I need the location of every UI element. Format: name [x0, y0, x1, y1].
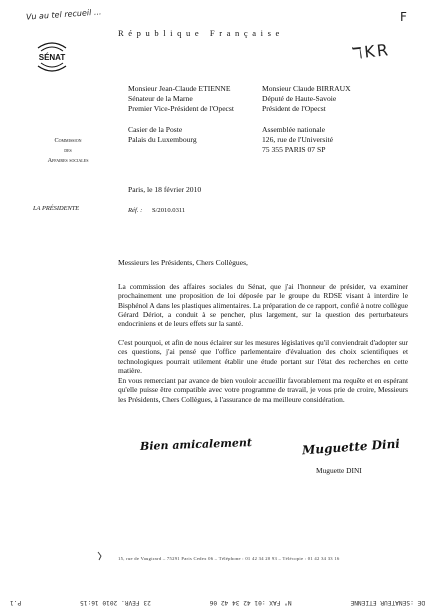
- republique-heading: République Française: [118, 28, 284, 38]
- recipient-left-title2: Premier Vice-Président de l'Opecst: [128, 104, 234, 113]
- recipient-left-title1: Sénateur de la Marne: [128, 94, 193, 103]
- recipient-right-name: Monsieur Claude BIRRAUX: [262, 84, 351, 93]
- recipient-left-addr1: Casier de la Poste: [128, 125, 183, 134]
- recipient-left: [128, 84, 258, 145]
- fax-datetime: 23 FEVR. 2010 16:15: [80, 599, 151, 606]
- recipient-right-addr2: 126, rue de l'Université: [262, 135, 333, 144]
- recipient-right-title1: Député de Haute-Savoie: [262, 94, 337, 103]
- reference-value: S/2010.0311: [151, 207, 186, 214]
- recipient-right-title2: Président de l'Opecst: [262, 104, 326, 113]
- commission-line2: des: [64, 147, 72, 154]
- reference-label: Réf. :: [128, 207, 143, 214]
- fax-from: DE :SENATEUR ETIENNE: [350, 599, 425, 606]
- senat-logo-icon: [34, 40, 70, 74]
- commission-block: [28, 136, 108, 166]
- fax-number: N° FAX :01 42 34 42 06: [209, 599, 292, 606]
- commission-line3: Affaires sociales: [47, 157, 89, 164]
- fax-header-line: [10, 599, 425, 606]
- body-paragraph-2: C'est pourquoi, et afin de nous éclairer sur les mesures législatives qu'il conviendrait d'adopter sur ces questions, j'ai pensé que l'office parlementaire d'évaluation des choix scientifiques et technologiques pourrait utilement établir une étude portant sur l'état des recherches en cette matière.: [118, 338, 408, 375]
- recipient-left-name: Monsieur Jean-Claude ETIENNE: [128, 84, 231, 93]
- commission-line1: Commission: [54, 137, 82, 144]
- footer-address: 15, rue de Vaugirard – 75291 Paris Cedex 06 – Téléphone : 01 42 34 20 93 – Télécopie : 01 42 34 33 16: [118, 556, 340, 561]
- body-paragraph-1: La commission des affaires sociales du Sénat, que j'ai l'honneur de présider, va examiner prochainement une proposition de loi déposée par le groupe du RDSE visant à interdire le Bisphénol A dans les plastiques alimentaires. La préparation de ce rapport, confié à notre collègue Gérard Dériot, a conduit à se pencher, plus largement, sur la question des perturbateurs endocriniens et de leurs effets sur la santé.: [118, 282, 408, 329]
- handwritten-annotation: ℸKR: [351, 40, 391, 63]
- body-paragraph-3: En vous remerciant par avance de bien vouloir accueillir favorablement ma requête et en espérant qu'elle puisse être compatible avec votre programme de travail, je vous prie de croire, Messieurs les Présidents, Chers Collègues, à l'assurance de ma meilleure considération.: [118, 376, 408, 404]
- fax-page: P.1: [10, 599, 22, 606]
- signer-name: Muguette DINI: [316, 466, 362, 475]
- recipient-right-addr1: Assemblée nationale: [262, 125, 326, 134]
- signature: Muguette Dini: [301, 436, 401, 458]
- reference: [128, 207, 185, 214]
- recipient-right: [262, 84, 402, 155]
- la-presidente: LA PRÉSIDENTE: [33, 205, 80, 212]
- letter-date: Paris, le 18 février 2010: [128, 185, 202, 194]
- recipient-left-addr2: Palais du Luxembourg: [128, 135, 197, 144]
- corner-letter: F: [400, 10, 407, 24]
- salutation: Messieurs les Présidents, Chers Collègues,: [118, 258, 248, 267]
- handwritten-closing: Bien amicalement: [139, 436, 253, 453]
- tick-mark-icon: [96, 551, 104, 561]
- recipient-right-addr3: 75 355 PARIS 07 SP: [262, 145, 326, 154]
- handwritten-note: Vu au tel recueil ...: [25, 7, 102, 22]
- senat-logo: [34, 40, 70, 74]
- tick-mark: [96, 548, 104, 558]
- logo-text: SÉNAT: [38, 53, 66, 62]
